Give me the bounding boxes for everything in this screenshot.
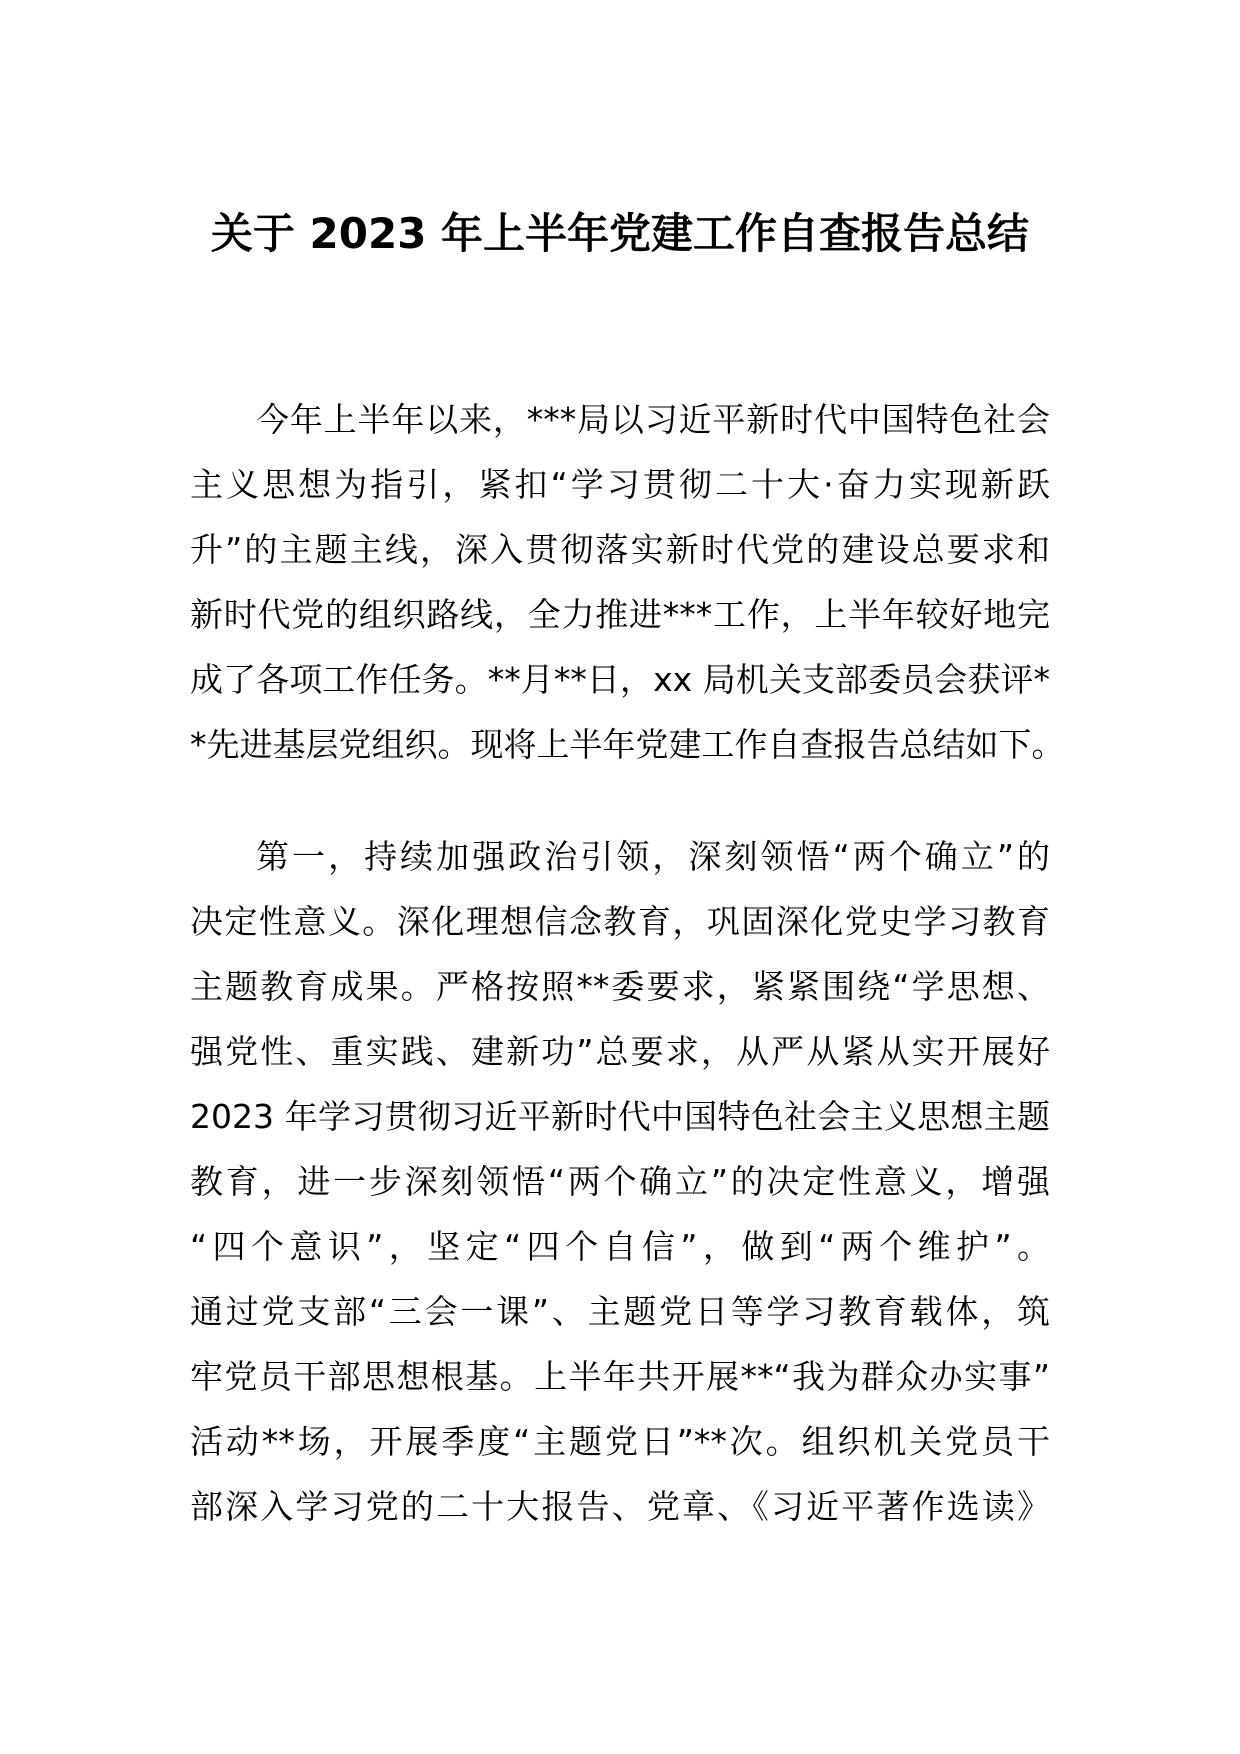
paragraph-line: *先进基层党组织。现将上半年党建工作自查报告总结如下。 bbox=[190, 725, 1065, 764]
paragraph-first-point bbox=[190, 824, 1050, 1539]
paragraph-line: 部深入学习党的二十大报告、党章、《习近平著作选读》 bbox=[190, 1487, 1050, 1526]
paragraph-line: 牢党员干部思想根基。上半年共开展**“我为群众办实事” bbox=[190, 1357, 1050, 1396]
paragraph-line: 今年上半年以来，***局以习近平新时代中国特色社会 bbox=[256, 400, 1050, 439]
paragraph-line: 新时代党的组织路线，全力推进***工作，上半年较好地完 bbox=[190, 595, 1050, 634]
paragraph-intro bbox=[190, 387, 1065, 777]
paragraph-line: 决定性意义。深化理想信念教育，巩固深化党史学习教育 bbox=[190, 902, 1050, 941]
paragraph-line: 通过党支部“三会一课”、主题党日等学习教育载体，筑 bbox=[190, 1292, 1050, 1331]
paragraph-line: 主题教育成果。严格按照**委要求，紧紧围绕“学思想、 bbox=[190, 967, 1050, 1006]
paragraph-line: 活动**场，开展季度“主题党日”**次。组织机关党员干 bbox=[190, 1422, 1050, 1461]
document-title: 关于 2023 年上半年党建工作自查报告总结 bbox=[210, 209, 1030, 258]
paragraph-line: 成了各项工作任务。**月**日，xx 局机关支部委员会获评* bbox=[190, 660, 1050, 699]
paragraph-line: 教育，进一步深刻领悟“两个确立”的决定性意义，增强 bbox=[190, 1162, 1050, 1201]
paragraph-line: “四个意识”，坚定“四个自信”，做到“两个维护”。 bbox=[190, 1227, 1050, 1266]
paragraph-line: 第一，持续加强政治引领，深刻领悟“两个确立”的 bbox=[256, 837, 1050, 876]
paragraph-line: 主义思想为指引，紧扣“学习贯彻二十大·奋力实现新跃 bbox=[190, 465, 1050, 504]
paragraph-line: 强党性、重实践、建新功”总要求，从严从紧从实开展好 bbox=[190, 1032, 1050, 1071]
paragraph-line: 2023 年学习贯彻习近平新时代中国特色社会主义思想主题 bbox=[190, 1097, 1050, 1136]
paragraph-line: 升”的主题主线，深入贯彻落实新时代党的建设总要求和 bbox=[190, 530, 1050, 569]
